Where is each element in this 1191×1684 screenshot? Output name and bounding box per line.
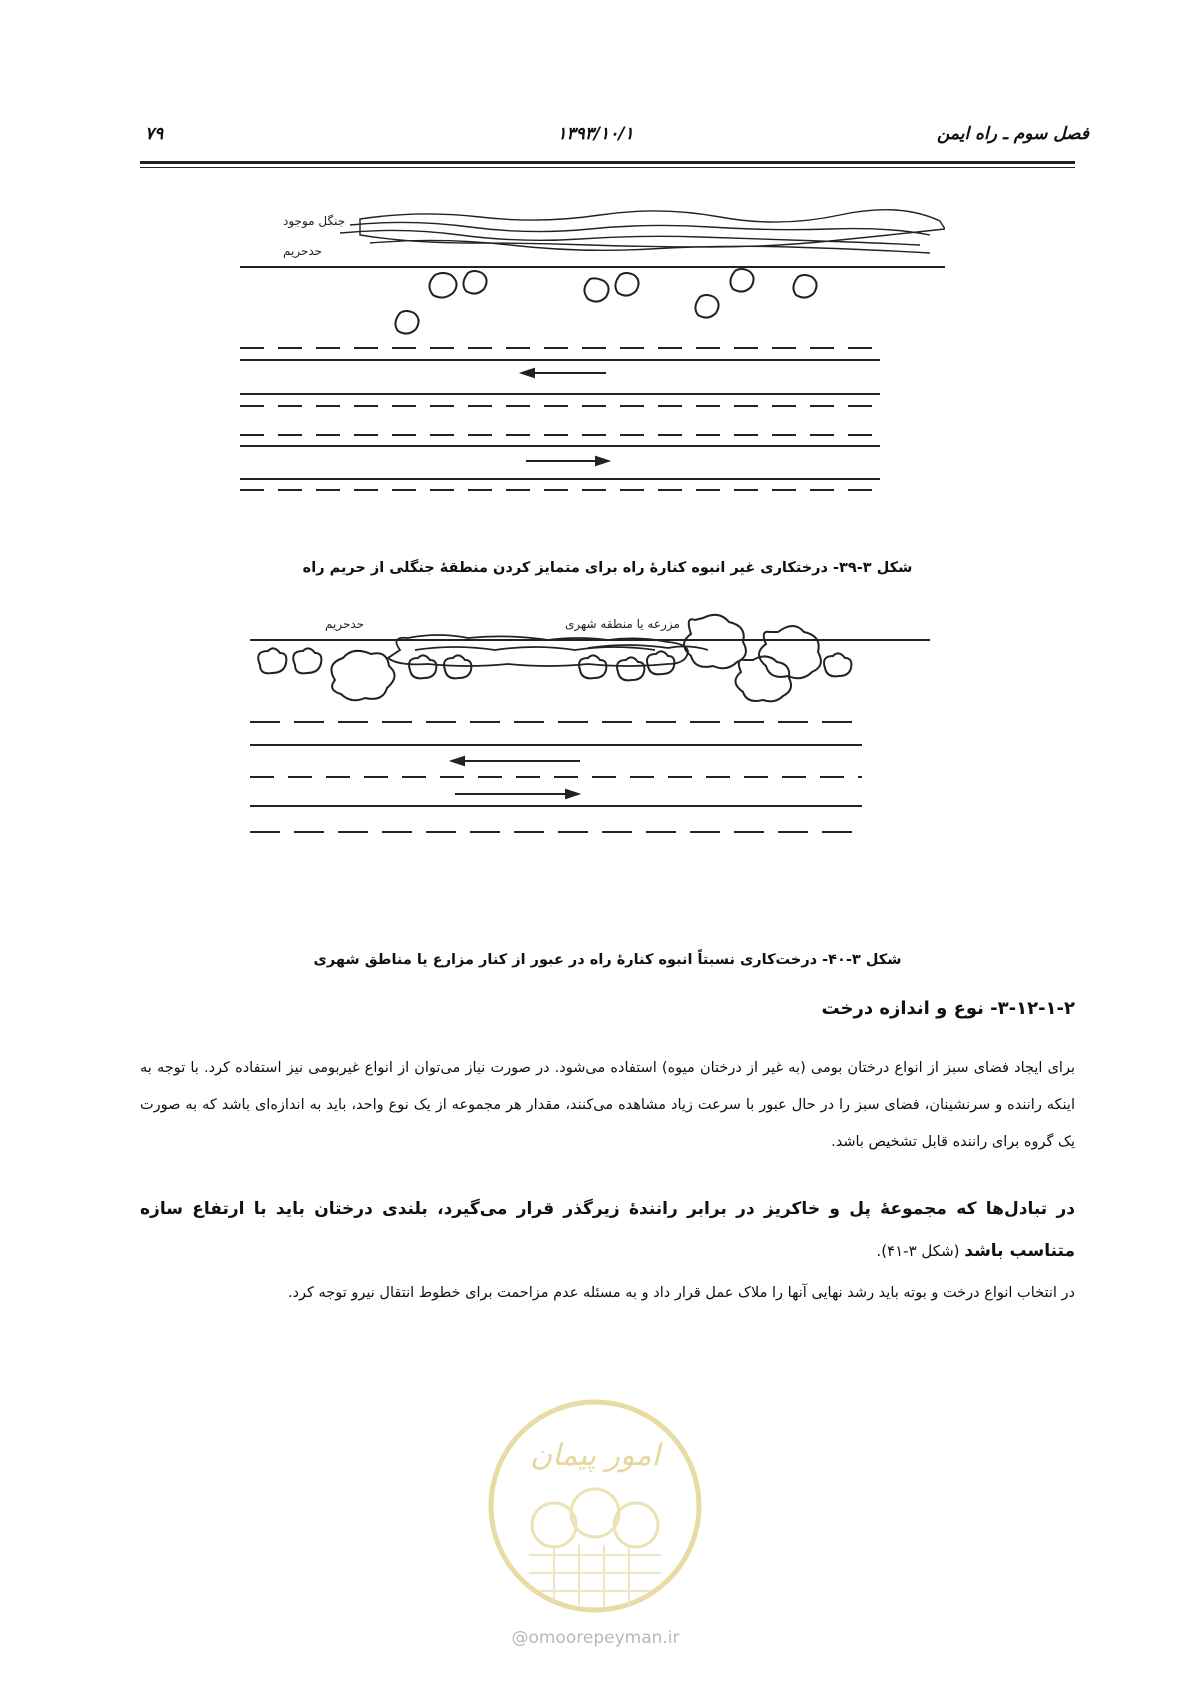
- label-boundary-2: حدحریم: [325, 617, 365, 631]
- figure-40-caption: شکل ۳-۴۰- درخت‌کاری نسبتاً انبوه کنارهٔ راه در عبور از کنار مزارع یا مناطق شهری: [313, 952, 902, 968]
- sparse-trees: [395, 269, 816, 334]
- figure-40-diagram: [250, 610, 930, 900]
- stamp-calligraphy: امور پیمان: [530, 1438, 660, 1473]
- label-boundary-1: حدحریم: [283, 244, 323, 258]
- figure-39-diagram: [240, 205, 945, 535]
- header-rule-thick: [140, 161, 1075, 164]
- forest-band: [340, 210, 945, 253]
- at-icon: @: [511, 1628, 529, 1648]
- stamp-gears: [532, 1489, 658, 1547]
- label-existing-forest: جنگل موجود: [283, 214, 346, 228]
- watermark-site-text: omoorepeyman.ir: [528, 1628, 680, 1648]
- paragraph-3: در انتخاب انواع درخت و بوته باید رشد نهایی آنها را ملاک عمل قرار داد و به مسئله عدم مزاحمت برای خطوط انتقال نیرو توجه کرد.: [287, 1285, 1075, 1301]
- section-heading: ۳-۱۲-۱-۲- نوع و اندازه درخت: [821, 998, 1075, 1019]
- paragraph-2-reference: (شکل ۳-۴۱).: [876, 1242, 965, 1260]
- page-number: ۷۹: [145, 124, 164, 144]
- paragraph-2-bold: در تبادل‌ها که مجموعهٔ پل و خاکریز در برابر رانندهٔ زیرگذر قرار می‌گیرد، بلندی درختان باید با ارتفاع سازه متناسب باشد: [140, 1199, 1075, 1261]
- watermark-site: [0, 1628, 1191, 1648]
- header-date: ۱۳۹۳/۱۰/۱: [557, 124, 634, 144]
- header-rule-thin: [140, 167, 1075, 168]
- chapter-title: فصل سوم ـ راه ایمن: [936, 124, 1089, 144]
- label-farm-or-urban: مزرعه یا منطقه شهری: [565, 617, 680, 631]
- road-lanes: [240, 348, 880, 490]
- paragraph-2: [140, 1188, 1075, 1272]
- figure-39-caption: شکل ۳-۳۹- درختکاری غیر انبوه کنارهٔ راه برای متمایز کردن منطقهٔ جنگلی از حریم راه: [302, 560, 913, 576]
- paragraph-1: برای ایجاد فضای سبز از انواع درختان بومی (به غیر از درختان میوه) استفاده می‌شود. در صورت نیاز می‌توان از انواع غیربومی نیز استفاده کرد. با توجه به اینکه راننده و سرنشینان، فضای سبز را در حال عبور با سرعت زیاد مشاهده می‌کنند، مقدار هر مجموعه از یک نوع واحد، باید به اندازه‌ای باشد که به صورت یک گروه برای راننده قابل تشخیص باشد.: [140, 1060, 1075, 1150]
- direction-arrows: [522, 369, 608, 465]
- watermark-stamp: [484, 1395, 706, 1617]
- road-lanes-2: [250, 722, 862, 832]
